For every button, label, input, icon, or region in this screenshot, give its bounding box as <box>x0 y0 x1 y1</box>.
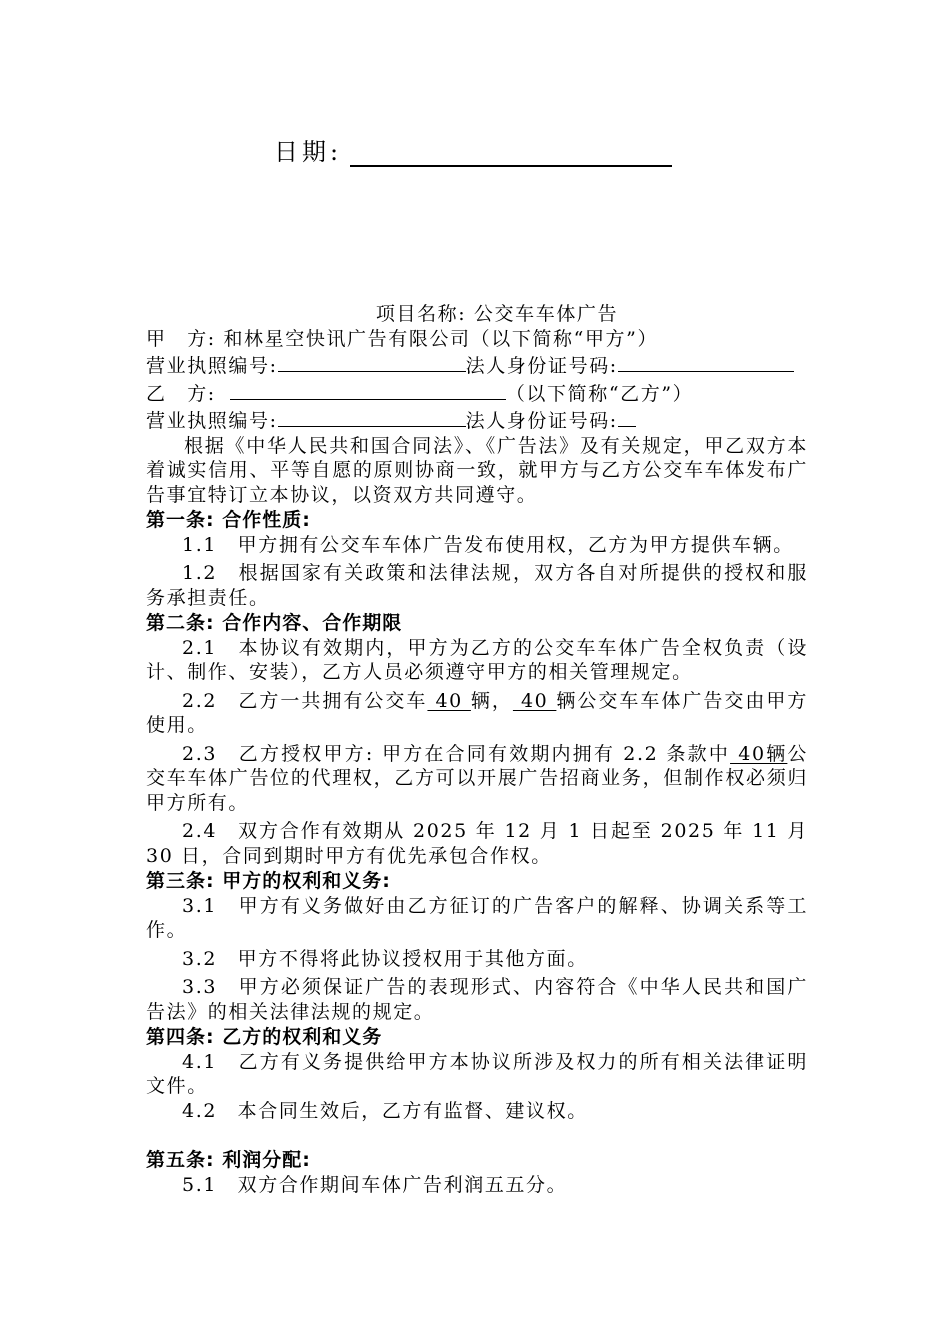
clause-2-2-a: 2.2 乙方一共拥有公交车 <box>182 689 428 712</box>
clause-3-3: 3.3 甲方必须保证广告的表现形式、内容符合《中华人民共和国广告法》的相关法律法规的规定。 <box>146 976 808 1023</box>
clause-4-1: 4.1 乙方有义务提供给甲方本协议所涉及权力的所有相关法律证明文件。 <box>146 1050 808 1097</box>
clause-2-3-b: 公交车车体广告位的代理权，乙方可以开展广告招商业务，但制作权必须归甲方所有。 <box>146 742 808 814</box>
clause-1-2: 1.2 根据国家有关政策和法律法规，双方各自对所提供的授权和服务承担责任。 <box>146 562 808 609</box>
legal-id-blank <box>618 351 794 372</box>
party-b-blank <box>230 379 506 400</box>
section-3-title: 第三条: 甲方的权利和义务: <box>146 870 391 892</box>
party-a-ids-line <box>146 351 808 379</box>
party-b-label: 乙 方: <box>146 382 216 405</box>
clause-4-2: 4.2 本合同生效后，乙方有监督、建议权。 <box>182 1099 588 1122</box>
license-no-blank <box>278 351 466 372</box>
section-1-title: 第一条: 合作性质: <box>146 509 311 531</box>
party-a-line: 甲 方: 和林星空快讯广告有限公司（以下简称“甲方”） <box>146 327 659 350</box>
legal-id-label: 法人身份证号码: <box>465 355 618 377</box>
project-title: 项目名称: 公交车车体广告 <box>375 303 619 325</box>
license-no-label-2: 营业执照编号: <box>146 410 278 432</box>
clause-2-4: 2.4 双方合作有效期从 2025 年 12 月 1 日起至 2025 年 11 月 30 日，合同到期时甲方有优先承包合作权。 <box>146 820 808 867</box>
clause-3-1: 3.1 甲方有义务做好由乙方征订的广告客户的解释、协调关系等工作。 <box>146 894 808 941</box>
party-b-ids-line <box>146 406 808 434</box>
party-b-suffix: （以下简称“乙方”） <box>505 382 694 405</box>
clause-2-2-b: 辆， <box>470 689 513 712</box>
legal-id-blank-2 <box>618 406 636 427</box>
section-4-title: 第四条: 乙方的权利和义务 <box>146 1026 383 1048</box>
party-b-line <box>146 379 808 407</box>
preamble: 根据《中华人民共和国合同法》、《广告法》及有关规定，甲乙双方本着诚实信用、平等自愿的原则协商一致，就甲方与乙方公交车车体发布广告事宜特订立本协议，以资双方共同遵守。 <box>146 434 808 506</box>
date-line <box>274 132 672 167</box>
date-blank <box>350 139 672 167</box>
clause-2-3 <box>146 742 808 816</box>
contract-body <box>146 302 808 1197</box>
clause-2-2 <box>146 689 808 738</box>
clause-1-1: 1.1 甲方拥有公交车车体广告发布使用权，乙方为甲方提供车辆。 <box>182 533 794 556</box>
clause-5-1: 5.1 双方合作期间车体广告利润五五分。 <box>182 1173 568 1196</box>
legal-id-label-2: 法人身份证号码: <box>465 410 618 432</box>
clause-2-2-c: 辆公交车车体广告交由甲方使用。 <box>146 689 809 736</box>
section-2-title: 第二条: 合作内容、合作期限 <box>146 612 403 634</box>
clause-2-2-count-2: 40 <box>512 689 557 712</box>
clause-2-3-count: 40辆 <box>730 742 788 765</box>
clause-3-2: 3.2 甲方不得将此协议授权用于其他方面。 <box>182 947 588 970</box>
clause-2-1: 2.1 本协议有效期内，甲方为乙方的公交车车体广告全权负责（设计、制作、安装），乙方人员必须遵守甲方的相关管理规定。 <box>146 636 808 683</box>
clause-2-3-a: 2.3 乙方授权甲方: 甲方在合同有效期内拥有 2.2 条款中 <box>182 742 731 765</box>
license-no-blank-2 <box>278 406 466 427</box>
license-no-label: 营业执照编号: <box>146 355 278 377</box>
section-5-title: 第五条: 利润分配: <box>146 1149 311 1171</box>
clause-2-2-count-1: 40 <box>427 689 471 712</box>
date-label: 日期: <box>274 138 343 166</box>
spacer <box>146 1123 808 1147</box>
